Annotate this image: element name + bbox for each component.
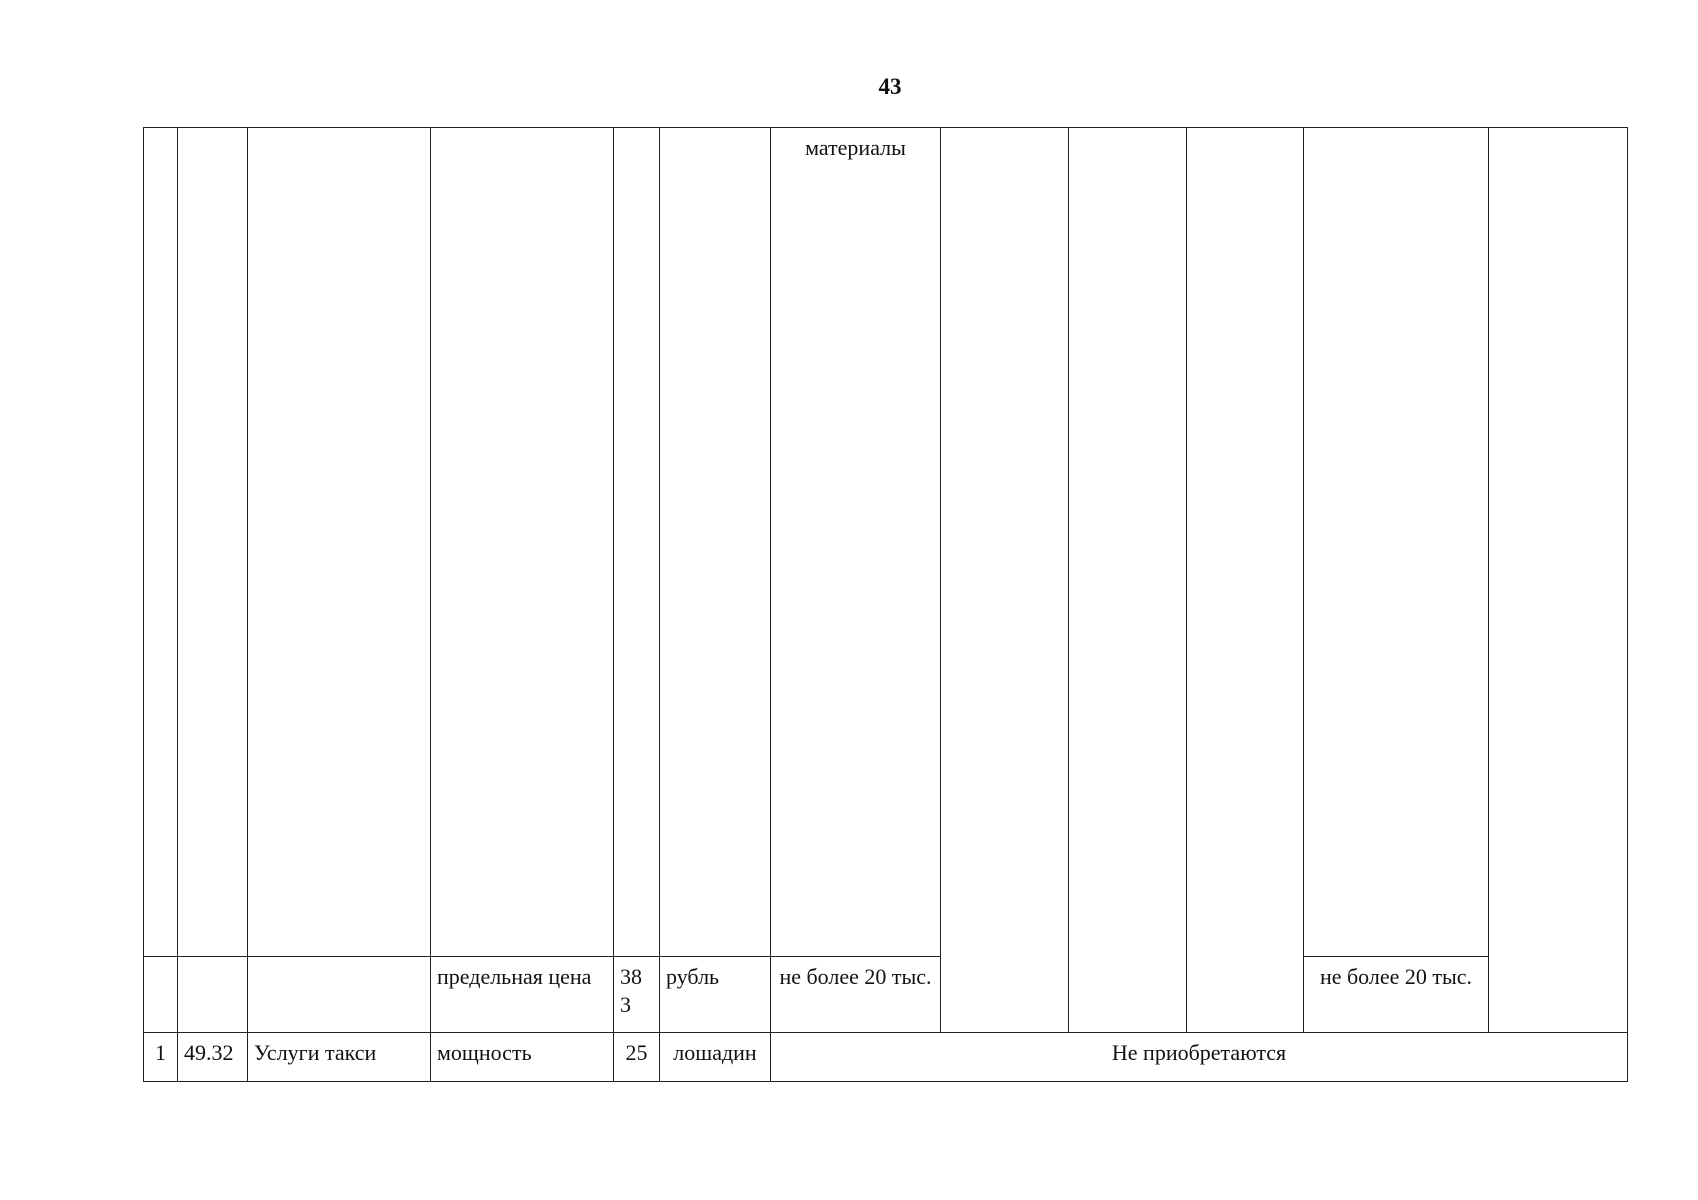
table-cell bbox=[144, 957, 178, 1033]
requirements-table bbox=[143, 127, 1628, 1082]
table-cell-number: 1 bbox=[144, 1033, 178, 1082]
table-row-continued bbox=[144, 128, 1628, 957]
table-cell-unit: лошадин bbox=[660, 1033, 771, 1082]
table-cell bbox=[1489, 128, 1628, 1033]
table-cell-unit: рубль bbox=[660, 957, 771, 1033]
table-cell bbox=[941, 128, 1069, 1033]
table-cell bbox=[248, 128, 431, 957]
table-cell bbox=[660, 128, 771, 957]
table-cell-characteristic: предельная цена bbox=[431, 957, 614, 1033]
table-cell-value: не более 20 тыс. bbox=[1304, 957, 1489, 1033]
table-cell bbox=[431, 128, 614, 957]
table-cell bbox=[248, 957, 431, 1033]
table-cell bbox=[178, 128, 248, 957]
table-cell bbox=[178, 957, 248, 1033]
table-row-price bbox=[144, 957, 1628, 1033]
table-cell bbox=[144, 128, 178, 957]
table-cell-code: 49.32 bbox=[178, 1033, 248, 1082]
table-cell-characteristic: мощность bbox=[431, 1033, 614, 1082]
table-cell-name: Услуги такси bbox=[248, 1033, 431, 1082]
table-cell bbox=[1069, 128, 1187, 1033]
table-cell-okei-code: 25 bbox=[614, 1033, 660, 1082]
table-row-taxi bbox=[144, 1033, 1628, 1082]
table-cell bbox=[1187, 128, 1304, 1033]
table-cell-okei-code: 38 3 bbox=[614, 957, 660, 1033]
page-number: 43 bbox=[878, 74, 902, 99]
table-cell bbox=[1304, 128, 1489, 957]
table-cell-merged-value: Не приобретаются bbox=[771, 1033, 1628, 1082]
table-cell-materials: материалы bbox=[771, 128, 941, 957]
table-cell bbox=[614, 128, 660, 957]
table-cell-value: не более 20 тыс. bbox=[771, 957, 941, 1033]
